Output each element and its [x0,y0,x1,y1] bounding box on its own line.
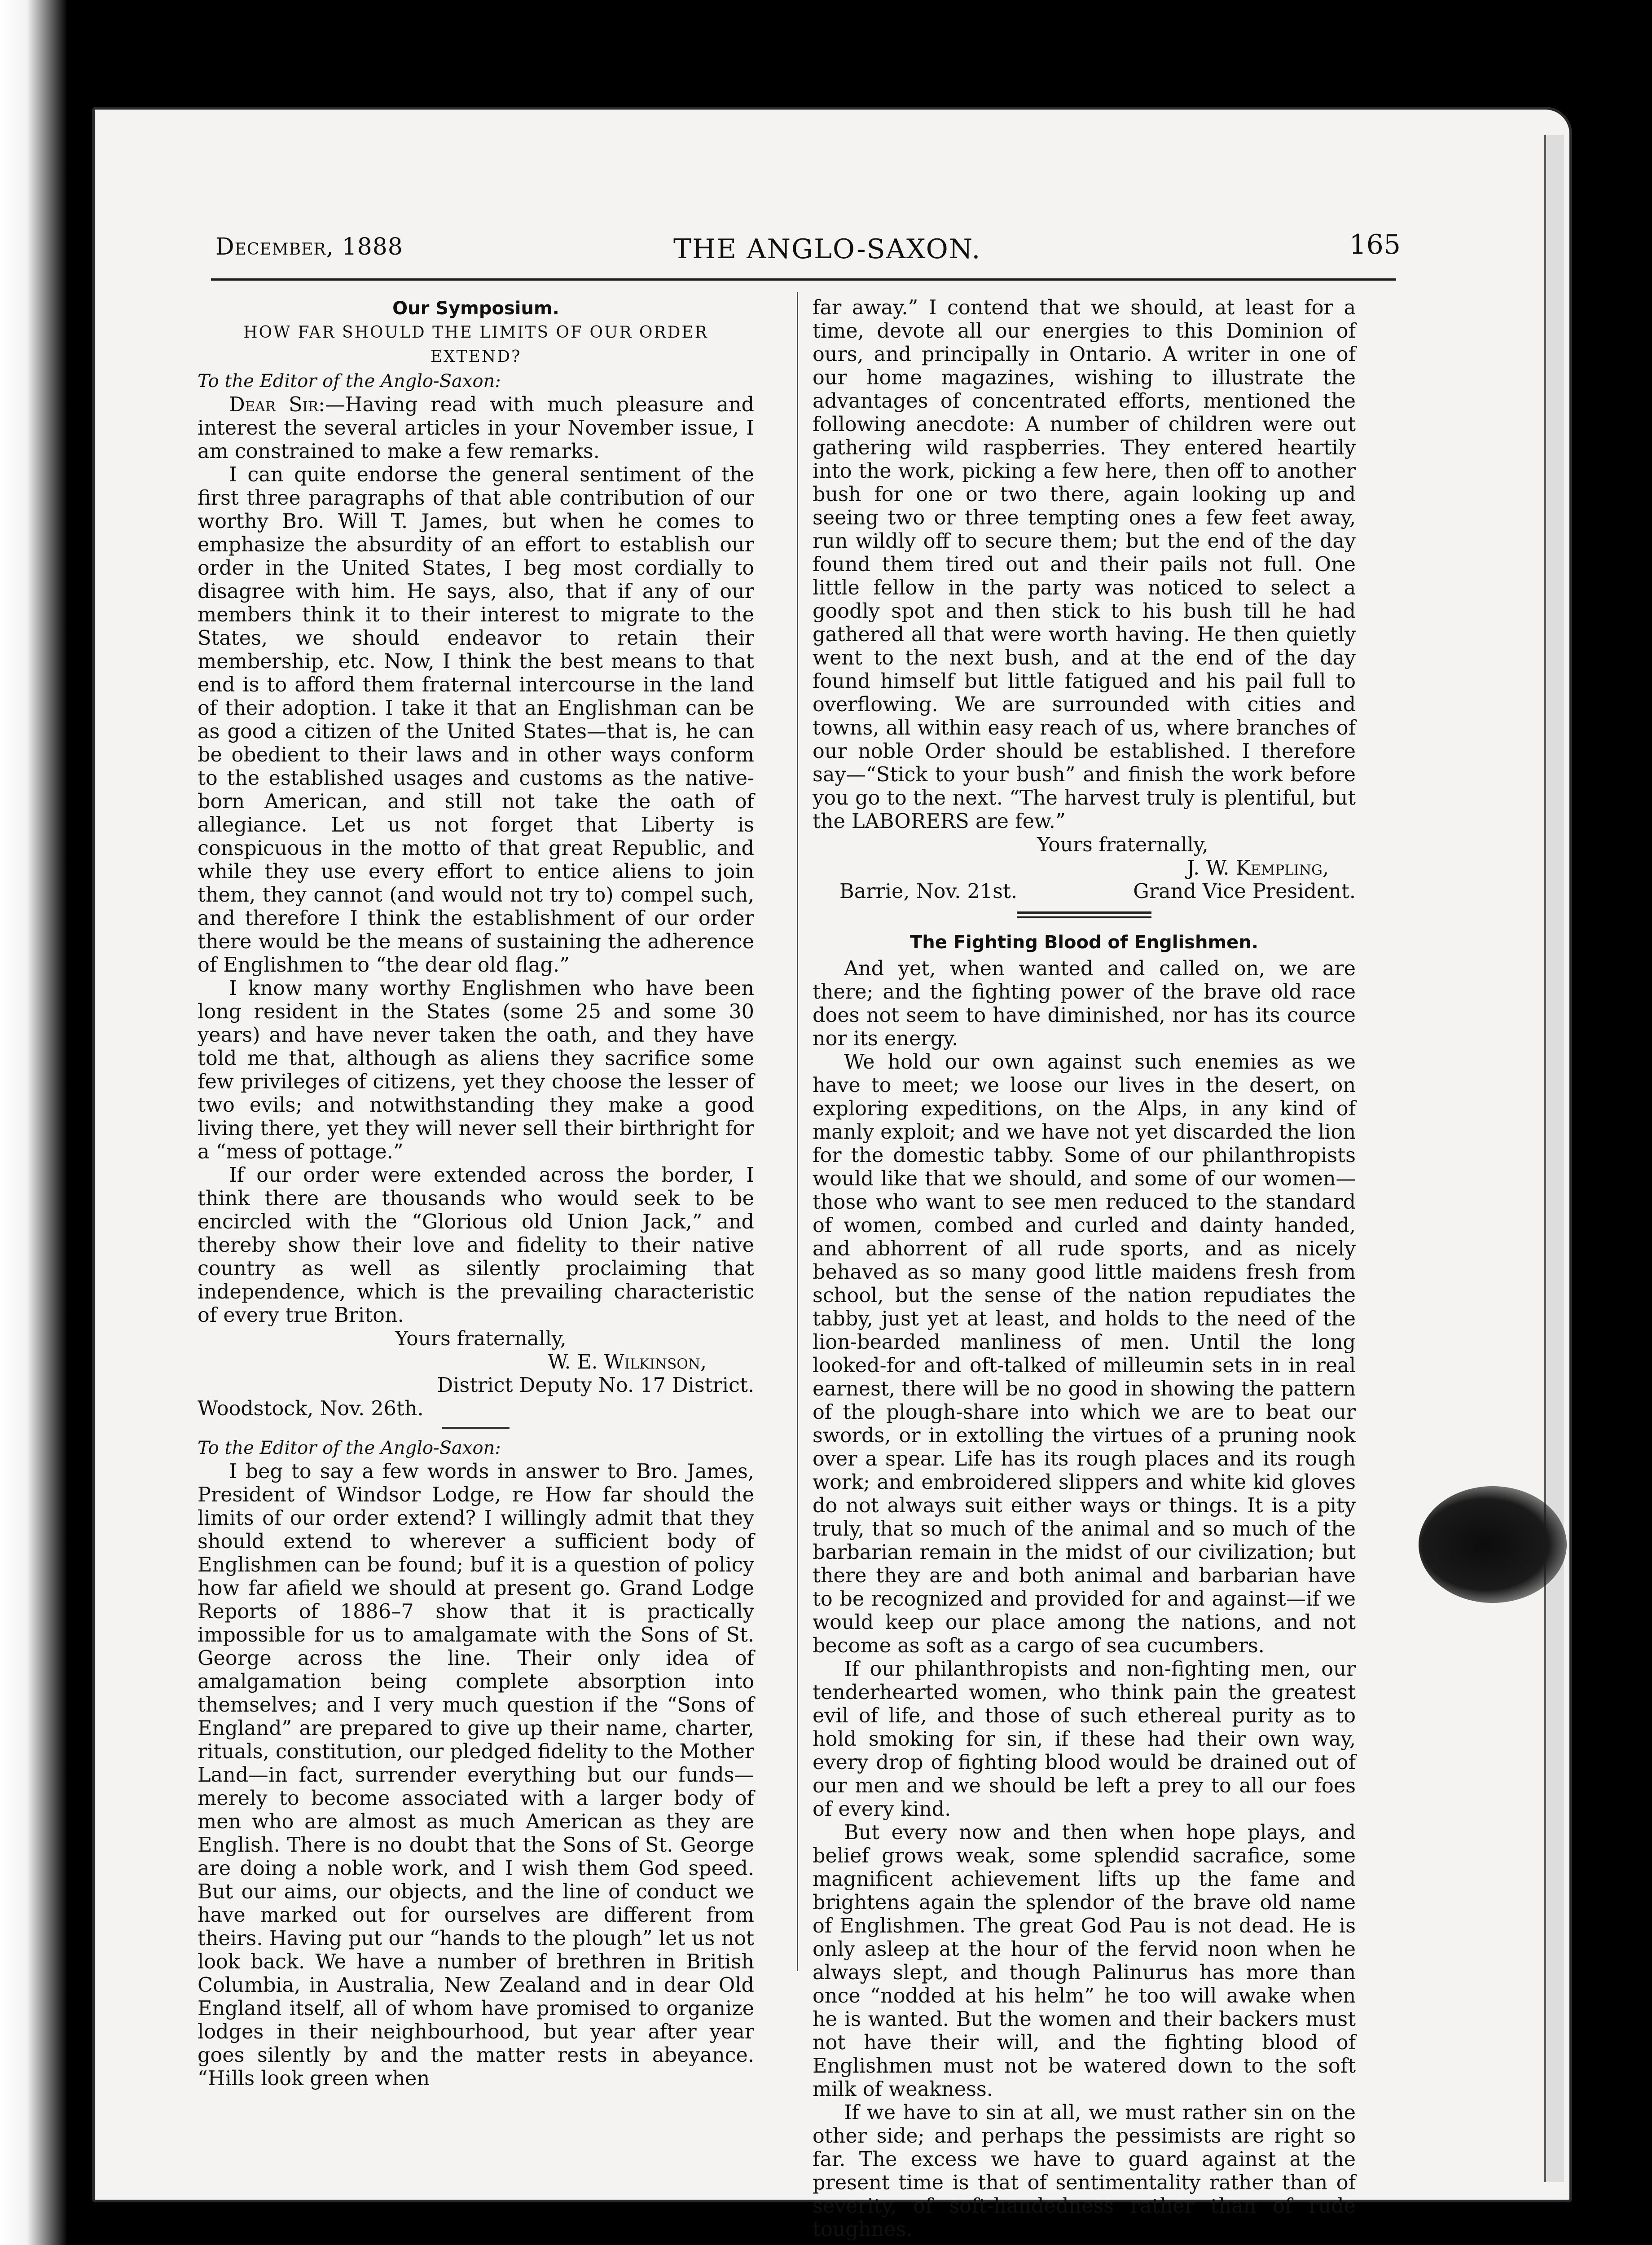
letter1-paragraph-1: Dear Sir:—Having read with much pleasure and interest the several articles in your November issue, I am constrained to make a few remarks. [198,393,754,463]
to-editor-line: To the Editor of the Anglo-Saxon: [198,371,501,392]
letter2-signer-title: Grand Vice President. [1133,880,1356,903]
fighting-paragraph-3: If our philanthropists and non-fighting men, our tenderhearted women, who think pain the greatest evil of life, and those of such ethereal purity as to hold smoking for sin, if these had their own way, every drop of fighting blood would be drained out of our men and we should be left a prey to all our foes of every kind. [813,1658,1356,1821]
fighting-paragraph-2: We hold our own against such enemies as we have to meet; we loose our lives in the desert, on exploring expeditions, on the Alps, in any kind of manly exploit; and we have not yet discarded the lion for the domestic tabby. Some of our philanthropists would like that we should, and some of our women—those who want to see men reduced to the standard of women, combed and curled and dainty handed, and abhorrent of all rude sports, and as nicely behaved as so many good little maidens fresh from school, but the sense of the nation repudiates the tabby, just yet at least, and holds to the need of the lion-bearded manliness of men. Until the long looked-for and oft-talked of milleumin sets in in real earnest, there will be no good in showing the pattern of the plough-share into which we are to beat our swords, or in extolling the virtues of a pruning nook over a spear. Life has its rough places and its rough work; and embroidered slippers and white kid gloves do not always suit either ways or things. It is a pity truly, that so much of the animal and so much of the barbarian remain in the midst of our civilization; but there they are and both animal and barbarian have to be recognized and provided for and against—if we would keep our place among the nations, and not become as soft as a cargo of sea cucumbers. [813,1051,1356,1657]
publication-title: THE ANGLO-SAXON. [673,233,981,265]
letter1-paragraph-3: I know many worthy Englishmen who have been long resident in the States (some 25 and some 30 years) and have never taken the oath, and they have told me that, although as aliens they sacrifice some few privileges of citizens, yet they choose the lesser of two evils; and notwithstanding they make a good living there, yet they will never sell their birthright for a “mess of pottage.” [198,977,754,1163]
issue-date: December, 1888 [215,233,403,260]
letter1-signer: W. E. Wilkinson, [548,1351,707,1373]
letter1-paragraph-4: If our order were extended across the border, I think there are thousands who would seek to be encircled with the “Glorious old Union Jack,” and thereby show their love and fidelity to their native country as well as silently proclaiming that independence, which is the prevailing characteristic of every true Briton. [198,1164,754,1327]
letter1-closing: Yours fraternally, [395,1327,567,1350]
symposium-question: HOW FAR SHOULD THE LIMITS OF OUR ORDER EXTEND? [243,323,708,366]
letter2-place-line [813,880,1356,903]
fighting-paragraph-4: But every now and then when hope plays, and belief grows weak, some splendid sacrafice, some magnificent achievement lifts up the fame and brightens again the splendor of the brave old name of Englishmen. The great God Pau is not dead. He is only asleep at the hour of the fervid noon when he always slept, and though Palinurus has more than once “nodded at his helm” he too will awake when he is wanted. But the women and their backers must not have their will, and the fighting blood of Englishmen must not be watered down to the soft milk of weakness. [813,1821,1356,2101]
fighting-paragraph-1: And yet, when wanted and called on, we are there; and the fighting power of the brave old race does not seem to have diminished, nor has its cource nor its energy. [813,957,1356,1050]
page-curl-edge [1544,135,1564,2182]
thumb-shadow [1419,1486,1567,1603]
section-rule [442,1427,510,1429]
fighting-paragraph-5: If we have to sin at all, we must rather sin on the other side; and perhaps the pessimists are right so far. The excess we have to guard against at the present time is that of sentimentality rather than of severity, of soft-handedness rather than of rude toughnes. [813,2101,1356,2241]
right-column [813,296,1356,2241]
page-number: 165 [1349,229,1401,260]
fighting-heading: The Fighting Blood of Englishmen. [910,932,1258,953]
double-rule [1017,911,1151,918]
letter2-paragraph-1: I beg to say a few words in answer to Bro. James, President of Windsor Lodge, re How far should the limits of our order extend? I willingly admit that they should extend to wherever a sufficient body of Englishmen can be found; buf it is a question of policy how far afield we should at present go. Grand Lodge Reports of 1886–7 show that it is practically impossible for us to amalgamate with the Sons of St. George across the line. Their only idea of amalgamation being complete absorption into themselves; and I very much question if the “Sons of England” are prepared to give up their name, charter, rituals, constitution, our pledged fidelity to the Mother Land—in fact, surrender everything but our funds—merely to become associated with a larger body of men who are almost as much American as they are English. There is no doubt that the Sons of St. George are doing a noble work, and I wish them God speed. But our aims, our objects, and the line of conduct we have marked out for ourselves are different from theirs. Having put our “hands to the plough” let us not look back. We have a number of brethren in British Columbia, in Australia, New Zealand and in dear Old England itself, all of whom have promised to organize lodges in their neighbourhood, but year after year goes silently by and the matter rests in abeyance. “Hills look green when [198,1460,755,2090]
letter1-paragraph-2: I can quite endorse the general sentiment of the first three paragraphs of that able contribution of our worthy Bro. Will T. James, but when he comes to emphasize the absurdity of an effort to establish our order in the United States, I beg most cordially to disagree with him. He says, also, that if any of our members think it to their interest to migrate to the States, we should endeavor to retain their membership, etc. Now, I think the best means to that end is to afford them fraternal intercourse in the land of their adoption. I take it that an Englishman can be as good a citizen of the United States—that is, he can be obedient to their laws and in other ways conform to the established usages and customs as the native-born American, and still not take the oath of allegiance. Let us not forget that Liberty is conspicuous in the motto of that great Republic, and while they use every effort to entice aliens to join them, they cannot (and would not try to) compel such, and therefore I think the establishment of our order there would be the means of sustaining the adherence of Englishmen to “the dear old flag.” [198,463,754,977]
left-column [198,296,754,2091]
header-rule [211,278,1396,281]
salutation: Dear Sir [229,393,319,416]
column-divider [797,292,798,1971]
letter2-paragraph-1-continued: far away.” I contend that we should, at least for a time, devote all our energies to this Dominion of ours, and principally in Ontario. A writer in one of our home magazines, wishing to illustrate the advantages of concentrated efforts, mentioned the following anecdote: A number of children were out gathering wild raspberries. They entered heartily into the work, picking a few here, then off to another bush for one or two there, again looking up and seeing two or three tempting ones a few feet away, run wildly off to secure them; but the end of the day found them tired out and their pails not full. One little fellow in the party was noticed to select a goodly spot and then stick to his bush till he had gathered all that were worth having. He then quietly went to the next bush, and at the end of the day found himself but little fatigued and his pail full to overflowing. We are surrounded with cities and towns, all within easy reach of us, where branches of our noble Order should be established. I therefore say—“Stick to your bush” and finish the work before you go to the next. “The harvest truly is plentiful, but the LABORERS are few.” [813,296,1356,833]
to-editor-line-2: To the Editor of the Anglo-Saxon: [198,1438,501,1458]
letter2-closing: Yours fraternally, [1037,833,1208,856]
adjacent-page-edge [0,0,67,2245]
letter1-place-date: Woodstock, Nov. 26th. [198,1397,424,1420]
symposium-heading: Our Symposium. [392,298,559,319]
page-header [215,229,1401,274]
letter2-place: Barrie, Nov. 21st. [839,880,1018,903]
letter2-signer: J. W. Kempling, [1186,857,1329,880]
letter1-signer-title: District Deputy No. 17 District. [437,1374,754,1397]
